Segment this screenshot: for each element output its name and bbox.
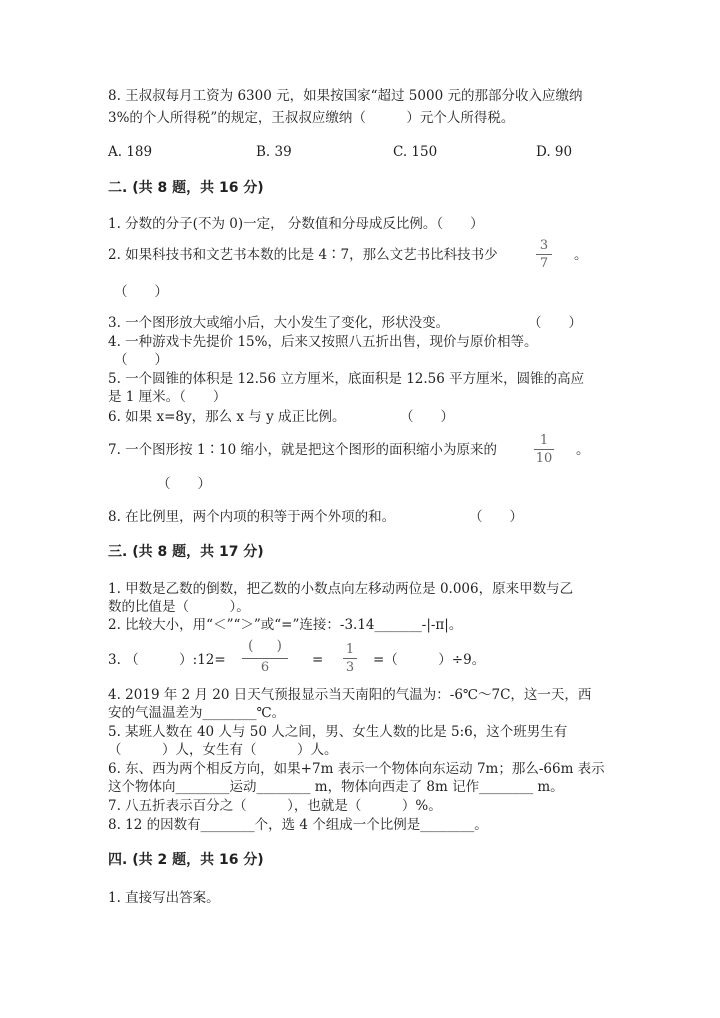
option-a: A. 189: [108, 144, 153, 160]
s2-q7-answer-paren: （ ）: [157, 476, 211, 492]
s3-q3-end: =（ ）÷9。: [373, 652, 486, 668]
fraction-denominator: 10: [535, 451, 553, 466]
right-paren: ): [276, 638, 282, 654]
fraction-bar: [242, 658, 288, 659]
s3-q6-line-1: 6. 东、西为两个相反方向，如果+7m 表示一个物体向东运动 7m；那么-66m 表示: [108, 761, 605, 777]
s3-q5-line-1: 5. 某班人数在 40 人与 50 人之间，男、女生人数的比是 5:6，这个班男生有: [108, 724, 568, 740]
fraction-numerator: 3: [539, 238, 549, 253]
s3-q1-line-2: 数的比值是（ ）。: [108, 599, 250, 615]
option-b: B. 39: [256, 144, 292, 160]
s3-q8: 8. 12 的因数有________个，选 4 个组成一个比例是________。: [108, 817, 488, 833]
s2-q7: 7. 一个图形按 1∶10 缩小，就是把这个图形的面积缩小为原来的: [108, 442, 498, 458]
s3-q3-fraction-2: [343, 642, 357, 675]
fraction-bar: [534, 449, 554, 450]
s2-q7-fraction: [534, 433, 554, 466]
s3-q6-line-2: 这个物体向________运动________ m，物体向西走了 8m 记作________ m。: [108, 779, 564, 795]
s3-q7: 7. 八五折表示百分之（ ），也就是（ ）%。: [108, 798, 442, 814]
section-3-heading: 三. (共 8 题，共 17 分): [108, 544, 264, 560]
s3-q3-fraction-1: [242, 638, 288, 675]
s2-q5-line-2: 是 1 厘米。（ ）: [108, 389, 227, 405]
s2-q1: 1. 分数的分子(不为 0)一定， 分数值和分母成反比例。（ ）: [108, 216, 484, 232]
s3-q3-equals-1: =: [312, 652, 324, 668]
s3-q5-line-2: （ ）人，女生有（ ）人。: [108, 742, 338, 758]
s2-q6-answer-paren: （ ）: [400, 409, 454, 425]
fraction-denominator: 3: [345, 660, 355, 675]
s3-q1-line-1: 1. 甲数是乙数的倒数，把乙数的小数点向左移动两位是 0.006，原来甲数与乙: [108, 581, 574, 597]
fraction-numerator: 1: [539, 433, 549, 448]
s2-q2-answer-paren: （ ）: [114, 284, 168, 300]
section-4-heading: 四. (共 2 题，共 16 分): [108, 852, 264, 868]
s2-q2-fraction: [536, 238, 552, 271]
s2-q6: 6. 如果 x=8y，那么 x 与 y 成正比例。: [108, 409, 346, 425]
left-paren: (: [248, 638, 254, 654]
s4-q1: 1. 直接写出答案。: [108, 890, 220, 906]
s2-q5-line-1: 5. 一个圆锥的体积是 12.56 立方厘米，底面积是 12.56 平方厘米，圆锥的高应: [108, 371, 585, 387]
s2-q4-answer-paren: （ ）: [114, 352, 168, 368]
s3-q2: 2. 比较大小，用“＜”“＞”或“=”连接：-3.14_______-|-π|。: [108, 617, 463, 633]
s2-q3-answer-paren: （ ）: [528, 315, 582, 331]
option-c: C. 150: [393, 144, 438, 160]
s2-q2-period: 。: [574, 247, 588, 263]
s3-q4-line-1: 4. 2019 年 2 月 20 日天气预报显示当天南阳的气温为：-6℃～7C，这一天，西: [108, 687, 592, 703]
fraction-denominator: 6: [260, 660, 270, 675]
s2-q8-answer-paren: （ ）: [469, 509, 523, 525]
s2-q4-line-1: 4. 一种游戏卡先提价 15%，后来又按照八五折出售，现价与原价相等。: [108, 334, 538, 350]
q8-line-2: 3%的个人所得税”的规定，王叔叔应缴纳（ ）元个人所得税。: [108, 110, 515, 126]
fraction-numerator: 1: [345, 642, 355, 657]
s2-q7-period: 。: [576, 442, 590, 458]
fraction-bar: [536, 254, 552, 255]
option-d: D. 90: [536, 144, 573, 160]
s3-q3-start: 3. （ ）:12=: [108, 652, 226, 668]
s2-q3: 3. 一个图形放大或缩小后，大小发生了变化，形状没变。: [108, 315, 450, 331]
fraction-numerator-blank[interactable]: [242, 638, 288, 657]
s3-q4-line-2: 安的气温温差为________℃。: [108, 705, 286, 721]
s2-q2: 2. 如果科技书和文艺书本数的比是 4∶7，那么文艺书比科技书少: [108, 247, 498, 263]
q8-line-1: 8. 王叔叔每月工资为 6300 元，如果按国家“超过 5000 元的那部分收入应缴纳: [108, 88, 583, 104]
s2-q8: 8. 在比例里，两个内项的积等于两个外项的和。: [108, 509, 396, 525]
fraction-denominator: 7: [539, 256, 549, 271]
fraction-bar: [343, 658, 357, 659]
section-2-heading: 二. (共 8 题，共 16 分): [108, 180, 264, 196]
